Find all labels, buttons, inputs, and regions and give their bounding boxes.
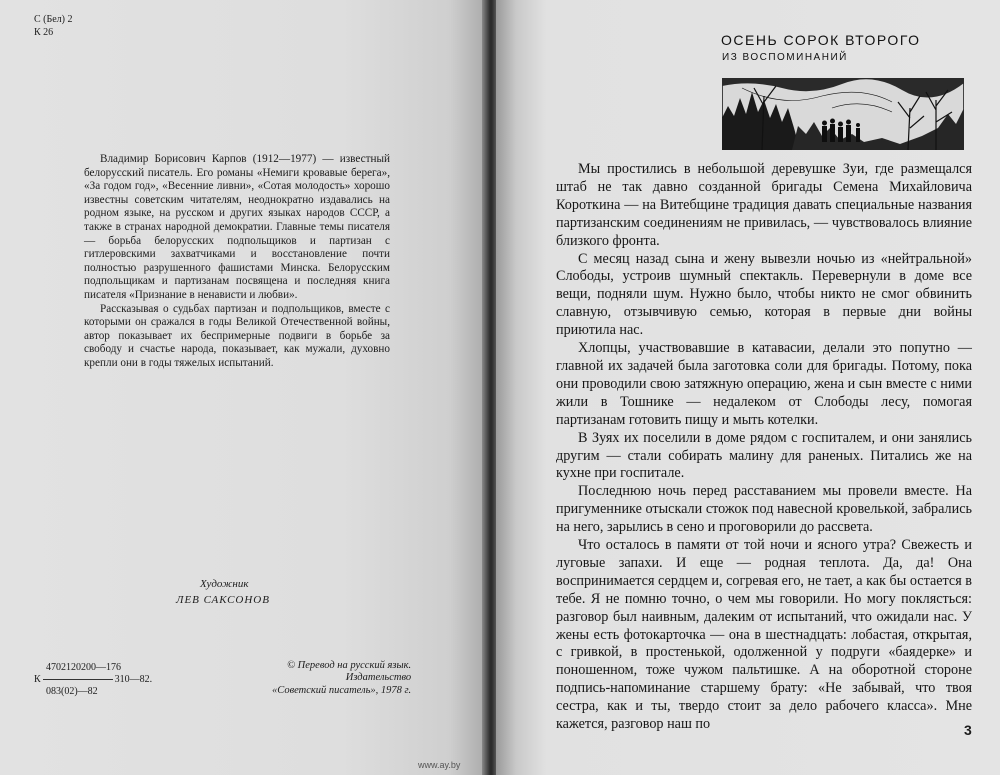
page-number: 3: [964, 722, 972, 738]
author-code: К 26: [34, 27, 54, 38]
memoir-text: [556, 161, 972, 734]
chapter-subtitle: ИЗ ВОСПОМИНАНИЙ: [722, 52, 848, 63]
imprint-right: 310—82.: [114, 674, 153, 685]
paragraph-6: Что осталось в памяти от той ночи и ясного утра? Свежесть и луговые запахи. И еще — родная теплота. Да, да! Она воспринимается сердцем и, согревая его, не тает, а как бы остается в тебе. Я не помню точно, о чем мы говорили. Но могу поклясться: разговор был наивным, далеким от испытаний, что ожидали нас. У жены есть фотокарточка — она в шестнадцать: лобастая, открытая, с гривкой, в простенькой, одолженной у подруги «баядерке» и поношенном, тоже чужом пальтишке. А на оборотной стороне подпись-напоминание старшему брату: «Не забывай, что твоя сестра, как и ты, твердо стоит за дело рабочего класса». Мне кажется, разговор наш по: [556, 537, 972, 733]
imprint-letter: К: [34, 674, 41, 685]
imprint-bottom: 083(02)—82: [46, 686, 98, 697]
copyright-line-1: © Перевод на русский язык.: [287, 660, 412, 671]
imprint-top: 4702120200—176: [46, 662, 121, 673]
chapter-title: ОСЕНЬ СОРОК ВТОРОГО: [721, 32, 921, 48]
copyright-notice: [272, 660, 411, 697]
bio-paragraph-2: Рассказывая о судьбах партизан и подпольщиков, вместе с которыми он сражался в годы Великой Отечественной войны, автор показывает их беспримерные подвиги в борьбе за свободу и счастье народа, показывает, как мужали, духовно крепли они в годы тяжелых испытаний.: [84, 302, 390, 369]
author-biography: [84, 153, 390, 371]
paragraph-5: Последнюю ночь перед расставанием мы провели вместе. На пригуменнике отыскали стожок под навесной кровелькой, забрались на него, зарылись в сено и проговорили до рассвета.: [556, 483, 972, 536]
classification-code: С (Бел) 2: [34, 14, 73, 25]
paragraph-1: Мы простились в небольшой деревушке Зуи, где размещался штаб не так давно созданной бригады Семена Михайловича Короткина — на Витебщине традиция давать специальные названия партизанским соединениям не привилась, — чувствовалось влияние близкого фронта.: [556, 161, 972, 249]
left-page: [0, 0, 488, 775]
artist-name: ЛЕВ САКСОНОВ: [176, 594, 270, 606]
imprint-rule: [43, 679, 113, 680]
forest-illustration: [722, 78, 964, 150]
paragraph-3: Хлопцы, участвовавшие в катавасии, делали это попутно — главной их задачей была заготовка соли для бригады. Потому, пока они проводили свою затяжную операцию, жена и сын вместе с ними жили в Тошнике — недалеком от Слободы лесу, помогая партизанам готовить пищу и мыть котелки.: [556, 340, 972, 428]
watermark: www.ay.by: [418, 760, 461, 770]
copyright-line-3: «Советский писатель», 1978 г.: [272, 684, 412, 696]
copyright-line-2: Издательство: [345, 672, 412, 684]
imprint-formula: [34, 662, 152, 698]
artist-role: Художник: [200, 578, 249, 590]
paragraph-2: С месяц назад сына и жену вывезли ночью из «нейтральной» Слободы, устроив шумный спектакль. Перевернули в доме все вещи, подняли шум. Нужно было, чтобы никто не смог обвинить славную, отзывчивую семью, которая в первые дни войны приютила нас.: [556, 250, 972, 339]
right-page: [496, 0, 1000, 775]
paragraph-4: В Зуях их поселили в доме рядом с госпиталем, и они занялись другим — стали собирать малину для раненых. Питались же на кухне при госпитале.: [556, 429, 972, 482]
bio-paragraph-1: Владимир Борисович Карпов (1912—1977) — известный белорусский писатель. Его романы «Немиги кровавые берега», «За годом год», «Весенние ливни», «Сотая молодость» хорошо известны советским читателям, неоднократно издавались на родном языке, на русском и других языках народов СССР, а также в странах народной демократии. Главные темы писателя — борьба белорусских подпольщиков и партизан с гитлеровскими захватчиками и восстановление почти полностью разрушенного фашистами Минска. Белорусским подпольщикам и партизанам посвящена и последняя книга писателя «Признание в ненависти и любви».: [84, 153, 390, 301]
